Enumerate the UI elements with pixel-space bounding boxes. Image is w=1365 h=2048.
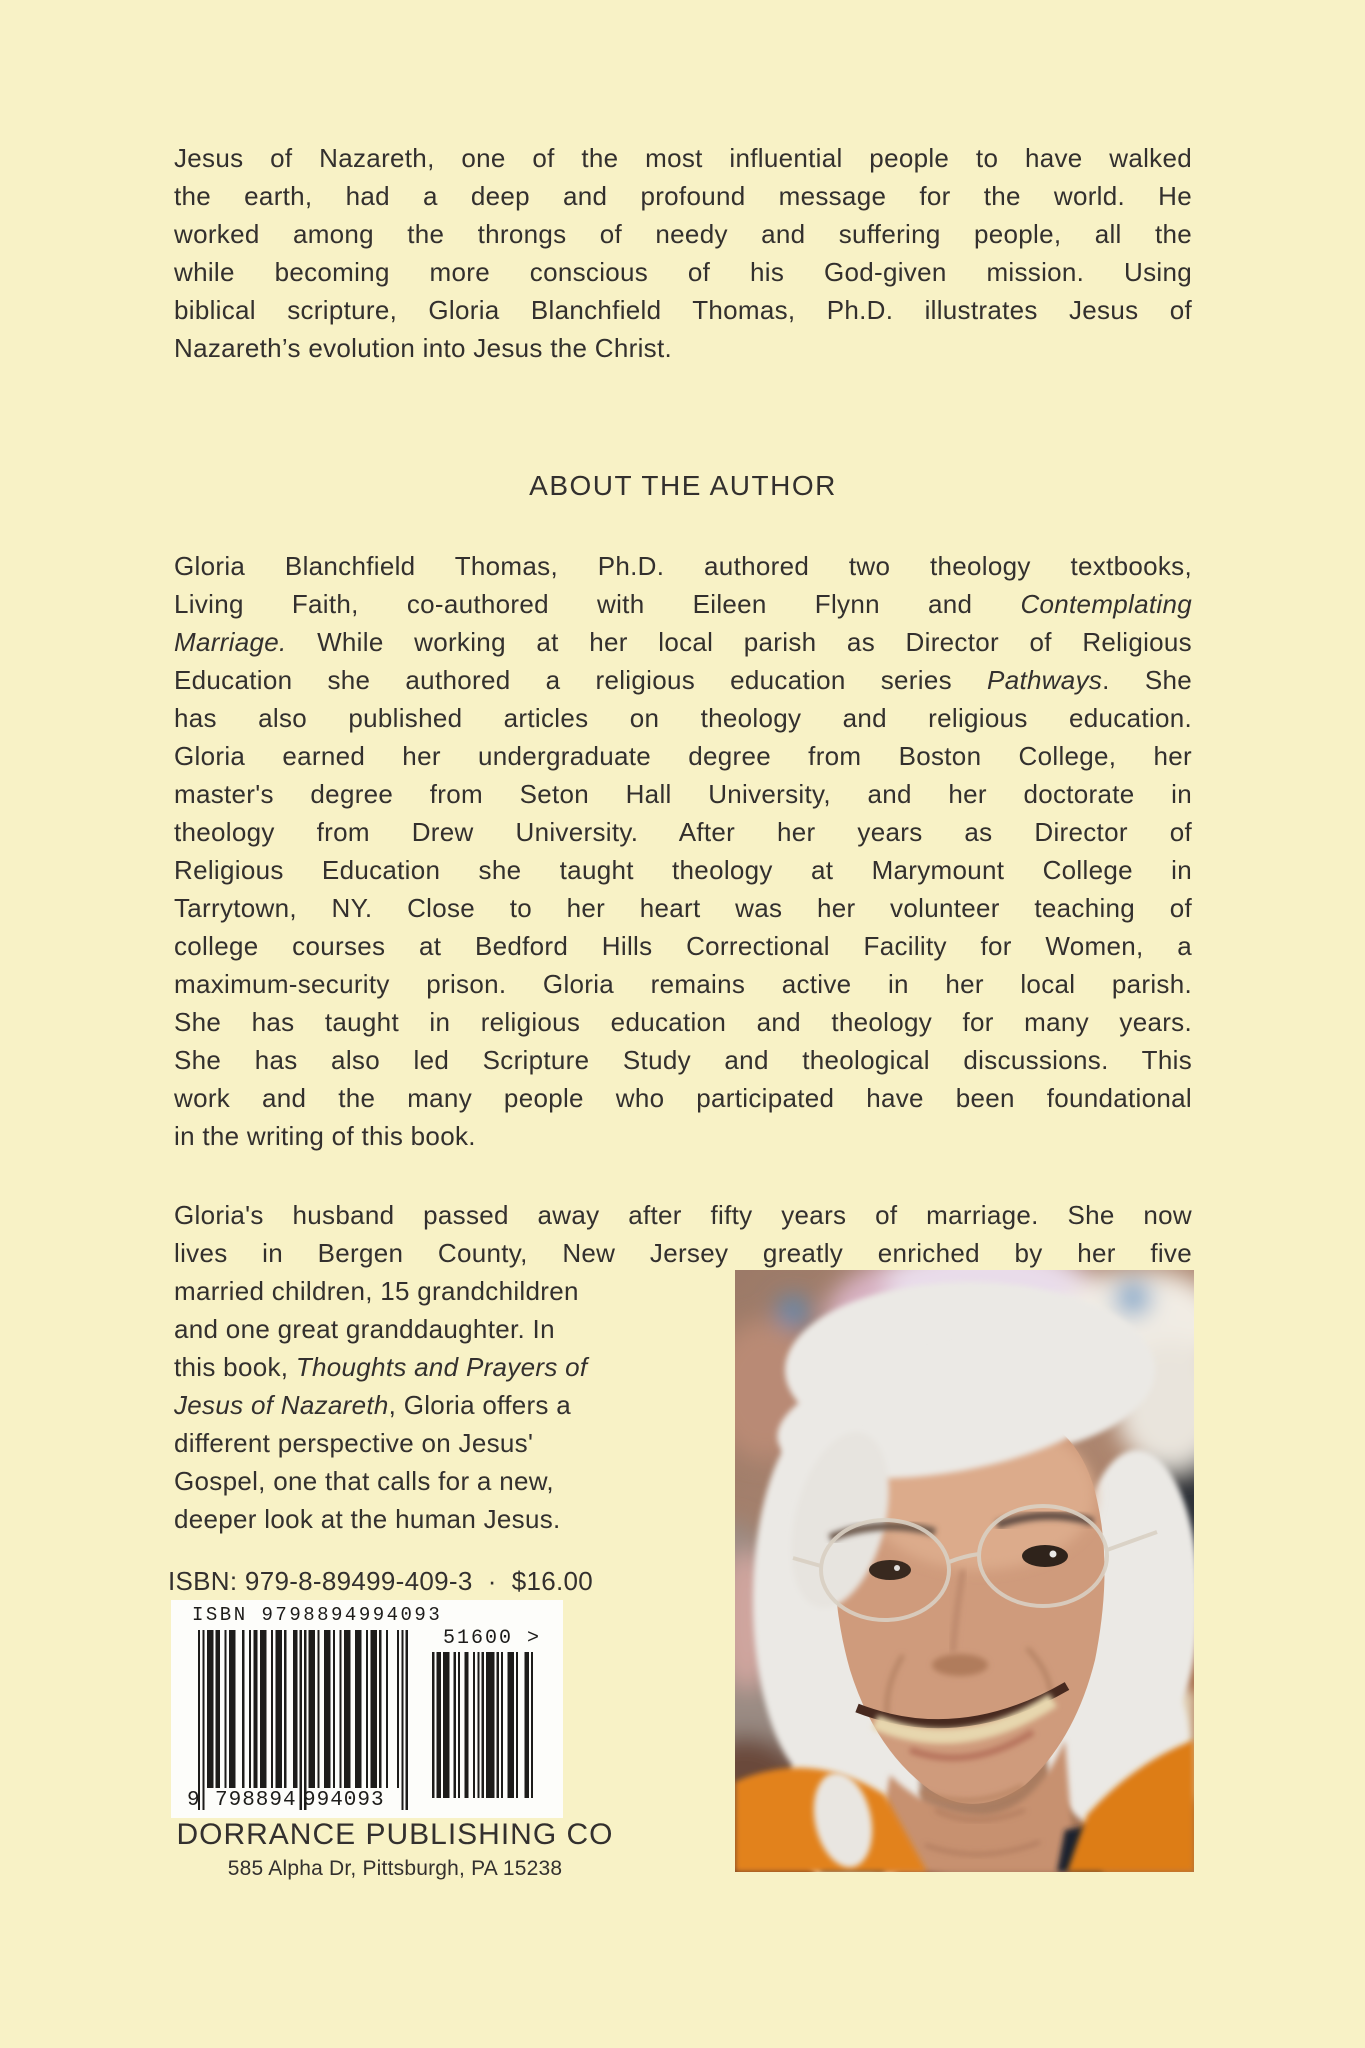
about-the-author-heading: ABOUT THE AUTHOR	[529, 470, 837, 501]
author-bio-paragraph: Gloria Blanchfield Thomas, Ph.D. authored two theology textbooks, Living Faith, co-authored with Eileen Flynn and Contemplating Marriage. While working at her local parish as Director of Religious Education she authored a religious education series Pathways. She has also published articles on theology and religious education. Gloria earned her undergraduate degree from Boston College, her master's degree from Seton Hall University, and her doctorate in theology from Drew University. After her years as Director of Religious Education she taught theology at Marymount College in Tarrytown, NY. Close to her heart was her volunteer teaching of college courses at Bedford Hills Correctional Facility for Women, a maximum-security prison. Gloria remains active in her local parish. She has taught in religious education and theology for many years. She has also led Scripture Study and theological discussions. This work and the many people who participated have been foundational in the writing of this book.	[174, 551, 1192, 1151]
publisher-name: DORRANCE PUBLISHING CO	[176, 1818, 614, 1851]
family-paragraph-top: Gloria's husband passed away after fifty years of marriage. She now lives in Bergen County, New Jersey greatly enriched by her five	[174, 1200, 1192, 1268]
family-paragraph-beside-photo: married children, 15 grandchildren and one great granddaughter. In this book, Thoughts and Prayers of Jesus of Nazareth, Gloria offers a different perspective on Jesus' Gospel, one that calls for a new, deeper look at the human Jesus.	[174, 1276, 588, 1534]
barcode-bars-supplement	[430, 1652, 534, 1798]
barcode-bars-main	[198, 1630, 409, 1810]
publisher-address: 585 Alpha Dr, Pittsburgh, PA 15238	[227, 1857, 563, 1880]
barcode-digit-group: 798894	[215, 1789, 297, 1812]
barcode-isbn-text: ISBN 9798894994093	[192, 1604, 443, 1626]
isbn-price-line: ISBN: 979-8-89499-409-3 · $16.00	[168, 1566, 594, 1596]
barcode-digit-group: 994093	[303, 1789, 385, 1812]
intro-paragraph: Jesus of Nazareth, one of the most influential people to have walked the earth, had a deep and profound message for the world. He worked among the throngs of needy and suffering people, all the while becoming more conscious of his God-given mission. Using biblical scripture, Gloria Blanchfield Thomas, Ph.D. illustrates Jesus of Nazareth’s evolution into Jesus the Christ.	[174, 143, 1192, 363]
author-photo	[735, 1270, 1194, 1872]
barcode-price-code: 51600 >	[443, 1627, 542, 1650]
barcode	[171, 1600, 563, 1818]
barcode-digit-group: 9	[187, 1789, 201, 1812]
